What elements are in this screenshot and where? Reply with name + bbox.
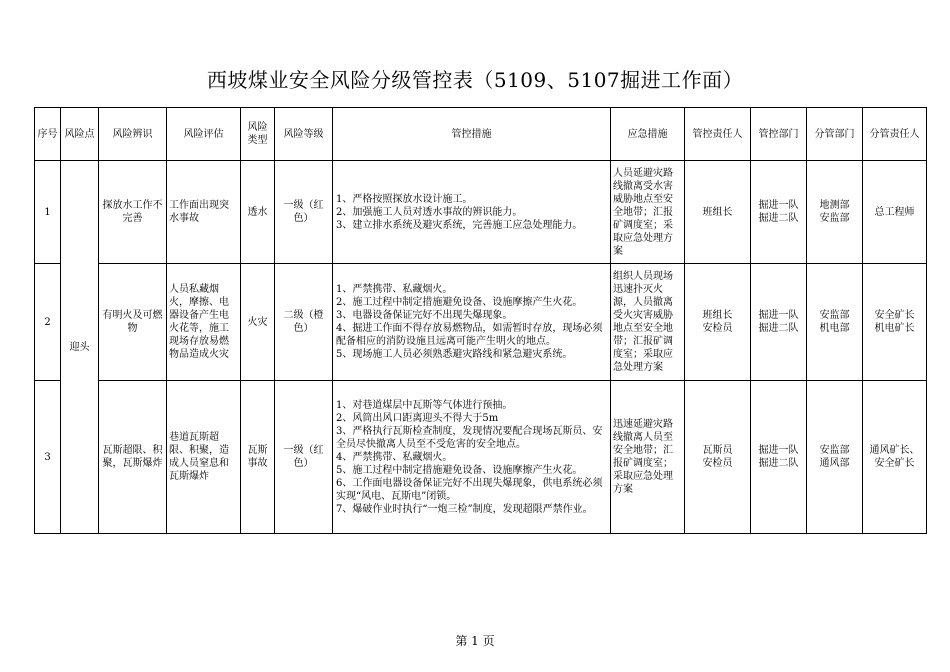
page-number: 第 1 页	[455, 634, 495, 648]
header-mgmt-dept: 分管部门	[807, 108, 863, 161]
cell-level: 二级（橙色）	[275, 264, 333, 381]
cell-no: 3	[35, 381, 61, 534]
measure-line: 3、电器设备保证完好不出现失爆现象。	[336, 310, 513, 321]
header-identification: 风险辨识	[99, 108, 167, 161]
measure-line: 2、施工过程中制定措施避免设备、设施摩擦产生火花。	[336, 297, 583, 308]
page-title: 西坡煤业安全风险分级管控表（5109、5107掘进工作面）	[206, 68, 744, 92]
header-type: 风险类型	[241, 108, 275, 161]
measure-line: 4、严禁携带、私藏烟火。	[336, 451, 453, 463]
cell-type: 瓦斯事故	[241, 381, 275, 534]
cell-responsible: 班组长	[685, 161, 751, 264]
table-row	[35, 264, 927, 381]
cell-control-dept: 掘进一队 掘进二队	[751, 264, 807, 381]
measure-line: 6、工作面电器设备保证完好不出现失爆现象，供电系统必须实现“风电、瓦斯电”闭锁。	[336, 477, 603, 502]
cell-emergency: 人员延避灾路线撤离受水害威胁地点至安全地带；汇报矿调度室；采取应急处理方案	[611, 161, 685, 264]
cell-control-dept: 掘进一队 掘进二队	[751, 161, 807, 264]
header-responsible: 管控责任人	[685, 108, 751, 161]
header-mgmt-person: 分管责任人	[863, 108, 927, 161]
measure-line: 3、建立排水系统及避灾系统，完善施工应急处理能力。	[336, 219, 583, 231]
cell-mgmt-person: 总工程师	[863, 161, 927, 264]
cell-measures	[333, 161, 611, 264]
table-row	[35, 381, 927, 534]
header-no: 序号	[35, 108, 61, 161]
cell-mgmt-dept: 安监部 通风部	[807, 381, 863, 534]
measure-line: 1、对巷道煤层中瓦斯等气体进行预抽。	[336, 399, 513, 411]
measure-line: 2、加强施工人员对透水事故的辨识能力。	[336, 206, 523, 218]
risk-control-table	[34, 107, 927, 534]
measure-line: 1、严禁携带、私藏烟火。	[336, 284, 453, 295]
header-measures: 管控措施	[333, 108, 611, 161]
cell-measures	[333, 381, 611, 534]
cell-level: 一级（红色）	[275, 161, 333, 264]
cell-mgmt-person: 安全矿长 机电矿长	[863, 264, 927, 381]
header-emergency: 应急措施	[611, 108, 685, 161]
cell-measures	[333, 264, 611, 381]
cell-no: 2	[35, 264, 61, 381]
cell-identification: 有明火及可燃物	[99, 264, 167, 381]
measure-line: 7、爆破作业时执行“一炮三检”制度，发现超限严禁作业。	[336, 503, 593, 515]
cell-emergency: 组织人员现场迅速扑灭火源，人员撤离受火灾害威胁地点至安全地带；汇报矿调度室；采取应急处理方案	[611, 264, 685, 381]
cell-identification: 探放水工作不完善	[99, 161, 167, 264]
measure-line: 5、施工过程中制定措施避免设备、设施摩擦产生火花。	[336, 464, 583, 476]
header-row	[35, 108, 927, 161]
measure-line: 1、严格按照探放水设计施工。	[336, 193, 473, 205]
cell-level: 一级（红色）	[275, 381, 333, 534]
cell-type: 火灾	[241, 264, 275, 381]
cell-assessment: 人员私藏烟火，摩擦、电器设备产生电火花等，施工现场存放易燃物品造成火灾	[167, 264, 241, 381]
measure-line: 5、现场施工人员必须熟悉避灾路线和紧急避灾系统。	[336, 349, 573, 360]
header-risk-point: 风险点	[61, 108, 99, 161]
cell-identification: 瓦斯超限、积聚，瓦斯爆炸	[99, 381, 167, 534]
cell-mgmt-dept: 地测部 安监部	[807, 161, 863, 264]
cell-responsible: 瓦斯员 安检员	[685, 381, 751, 534]
header-assessment: 风险评估	[167, 108, 241, 161]
cell-assessment: 巷道瓦斯超限、积聚，造成人员窒息和瓦斯爆炸	[167, 381, 241, 534]
cell-type: 透水	[241, 161, 275, 264]
cell-no: 1	[35, 161, 61, 264]
cell-control-dept: 掘进一队 掘进二队	[751, 381, 807, 534]
measure-line: 2、风筒出风口距离迎头不得大于5m	[336, 412, 499, 424]
cell-mgmt-person: 通风矿长、安全矿长	[863, 381, 927, 534]
measure-line: 4、掘进工作面不得存放易燃物品，如需暂时存放，现场必须配备相应的消防设施且远离可能产生明火的地点。	[336, 323, 603, 347]
cell-responsible: 班组长 安检员	[685, 264, 751, 381]
measure-line: 3、严格执行瓦斯检查制度，发现情况要配合现场瓦斯员、安全员尽快撤离人员至不受危害的安全地点。	[336, 425, 603, 450]
cell-mgmt-dept: 安监部 机电部	[807, 264, 863, 381]
header-control-dept: 管控部门	[751, 108, 807, 161]
cell-emergency: 迅速延避灾路线撤离人员至安全地带；汇报矿调度室；采取应急处理方案	[611, 381, 685, 534]
header-level: 风险等级	[275, 108, 333, 161]
cell-assessment: 工作面出现突水事故	[167, 161, 241, 264]
table-row	[35, 161, 927, 264]
cell-risk-point: 迎头	[61, 161, 99, 534]
